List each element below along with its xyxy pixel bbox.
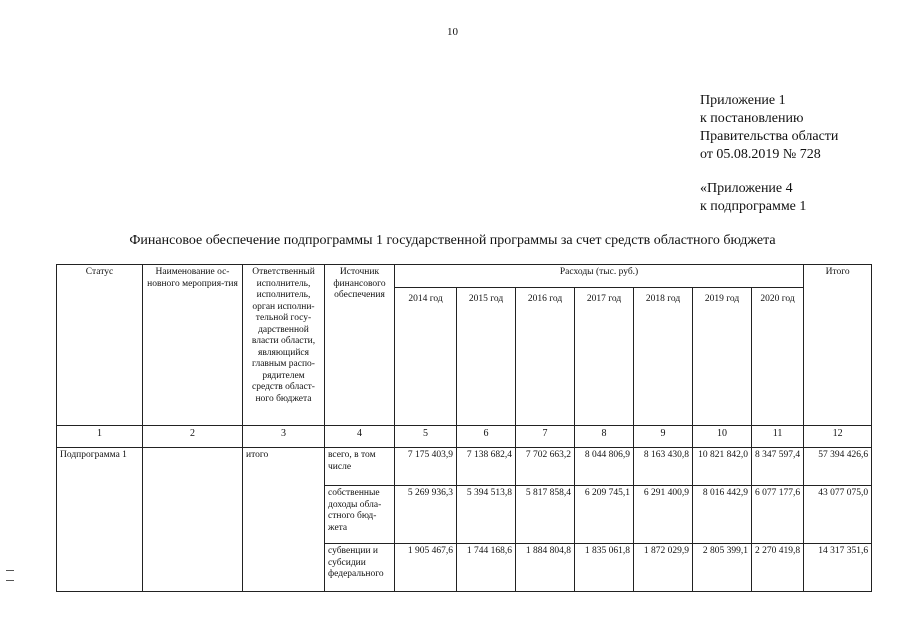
- header-year: 2020 год: [752, 288, 804, 426]
- value-cell: 7 702 663,2: [516, 448, 575, 486]
- header-status: Статус: [57, 265, 143, 426]
- value-cell: 1 744 168,6: [457, 544, 516, 592]
- value-cell: 6 077 177,6: [752, 486, 804, 544]
- header-year: 2017 год: [575, 288, 634, 426]
- header-executor: Ответственный исполнитель, исполнитель, орган исполни-тельной госу-дарственной власти области, являющийся главным распо-рядителем средств област-ного бюджета: [243, 265, 325, 426]
- column-number: 11: [752, 426, 804, 448]
- value-cell: 7 138 682,4: [457, 448, 516, 486]
- header-year: 2019 год: [693, 288, 752, 426]
- margin-mark: [6, 580, 14, 581]
- value-cell: 2 805 399,1: [693, 544, 752, 592]
- value-cell: 1 835 061,8: [575, 544, 634, 592]
- column-number: 6: [457, 426, 516, 448]
- table-row: [57, 448, 872, 486]
- value-cell: 10 821 842,0: [693, 448, 752, 486]
- measure-name-cell: [143, 448, 243, 592]
- total-cell: 57 394 426,6: [804, 448, 872, 486]
- page-number: 10: [447, 26, 458, 38]
- source-cell: собственные доходы обла-стного бюд-жета: [325, 486, 395, 544]
- value-cell: 6 291 400,9: [634, 486, 693, 544]
- annex-sub-block: [700, 180, 806, 216]
- value-cell: 2 270 419,8: [752, 544, 804, 592]
- margin-mark: [6, 570, 14, 571]
- annex-line: к постановлению: [700, 111, 804, 126]
- value-cell: 8 347 597,4: [752, 448, 804, 486]
- header-year: 2016 год: [516, 288, 575, 426]
- total-cell: 43 077 075,0: [804, 486, 872, 544]
- annex-block: [700, 92, 838, 164]
- value-cell: 8 044 806,9: [575, 448, 634, 486]
- value-cell: 8 016 442,9: [693, 486, 752, 544]
- column-number: 5: [395, 426, 457, 448]
- column-number: 3: [243, 426, 325, 448]
- header-source: Источник финансового обеспечения: [325, 265, 395, 426]
- total-cell: 14 317 351,6: [804, 544, 872, 592]
- value-cell: 1 905 467,6: [395, 544, 457, 592]
- column-number: 1: [57, 426, 143, 448]
- column-number: 9: [634, 426, 693, 448]
- header-year: 2015 год: [457, 288, 516, 426]
- financing-table: [56, 264, 872, 592]
- header-total: Итого: [804, 265, 872, 426]
- value-cell: 8 163 430,8: [634, 448, 693, 486]
- value-cell: 7 175 403,9: [395, 448, 457, 486]
- column-number: 10: [693, 426, 752, 448]
- value-cell: 5 817 858,4: [516, 486, 575, 544]
- annex-sub-line: «Приложение 4: [700, 181, 793, 196]
- header-row: [57, 265, 872, 288]
- column-numbers-row: [57, 426, 872, 448]
- annex-line: Приложение 1: [700, 93, 786, 108]
- header-year: 2014 год: [395, 288, 457, 426]
- column-number: 12: [804, 426, 872, 448]
- header-expenses: Расходы (тыс. руб.): [395, 265, 804, 288]
- status-cell: Подпрограмма 1: [57, 448, 143, 592]
- column-number: 2: [143, 426, 243, 448]
- column-number: 7: [516, 426, 575, 448]
- source-cell: всего, в том числе: [325, 448, 395, 486]
- value-cell: 6 209 745,1: [575, 486, 634, 544]
- header-year: 2018 год: [634, 288, 693, 426]
- column-number: 8: [575, 426, 634, 448]
- executor-cell: итого: [243, 448, 325, 592]
- header-measure-name: Наименование ос-новного мероприя-тия: [143, 265, 243, 426]
- annex-sub-line: к подпрограмме 1: [700, 199, 807, 214]
- value-cell: 1 884 804,8: [516, 544, 575, 592]
- value-cell: 1 872 029,9: [634, 544, 693, 592]
- document-title: Финансовое обеспечение подпрограммы 1 государственной программы за счет средств областного бюджета: [129, 233, 776, 248]
- value-cell: 5 269 936,3: [395, 486, 457, 544]
- annex-line: от 05.08.2019 № 728: [700, 147, 821, 162]
- value-cell: 5 394 513,8: [457, 486, 516, 544]
- column-number: 4: [325, 426, 395, 448]
- annex-line: Правительства области: [700, 129, 839, 144]
- source-cell: субвенции и субсидии федерального: [325, 544, 395, 592]
